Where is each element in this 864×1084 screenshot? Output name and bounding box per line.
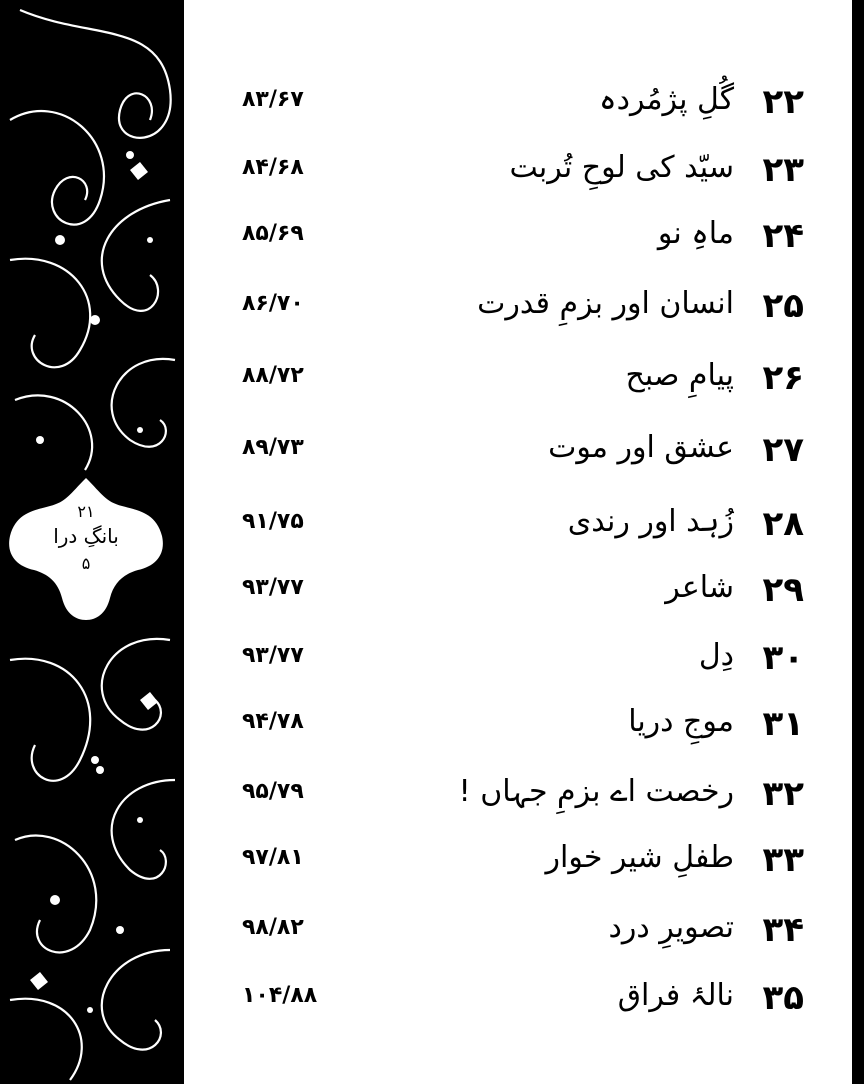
- entry-title: سیّد کی لوحِ تُربت: [509, 150, 734, 185]
- entry-number: ۳۴: [762, 910, 804, 950]
- entry-title: تصویرِ درد: [608, 910, 734, 945]
- entry-page-numbers: ۸۶/۷۰: [242, 291, 304, 316]
- entry-page-numbers: ۹۷/۸۱: [242, 845, 304, 870]
- entry-title: انسان اور بزمِ قدرت: [477, 286, 734, 321]
- toc-entry[interactable]: [184, 276, 852, 336]
- entry-page-numbers: ۹۴/۷۸: [242, 709, 304, 734]
- toc-entry[interactable]: [184, 830, 852, 890]
- toc-entry[interactable]: [184, 900, 852, 960]
- entry-title: دِل: [698, 638, 734, 673]
- entry-number: ۳۵: [762, 978, 804, 1018]
- entry-page-numbers: ۸۳/۶۷: [242, 87, 304, 112]
- toc-entry[interactable]: [184, 968, 852, 1028]
- entry-title: گُلِ پژمُردہ: [599, 82, 734, 117]
- entry-number: ۳۱: [762, 704, 804, 744]
- entry-number: ۳۳: [762, 840, 804, 880]
- table-of-contents: [184, 0, 852, 1084]
- toc-entry[interactable]: [184, 694, 852, 754]
- toc-entry[interactable]: [184, 560, 852, 620]
- entry-number: ۲۷: [762, 430, 804, 470]
- entry-page-numbers: ۸۹/۷۳: [242, 435, 304, 460]
- toc-entry[interactable]: [184, 348, 852, 408]
- entry-page-numbers: ۹۸/۸۲: [242, 915, 304, 940]
- entry-page-numbers: ۸۴/۶۸: [242, 155, 304, 180]
- entry-number: ۳۰: [762, 638, 804, 678]
- entry-title: زُہد اور رندی: [567, 504, 734, 539]
- toc-entry[interactable]: [184, 628, 852, 688]
- entry-number: ۲۹: [762, 570, 804, 610]
- entry-title: پیامِ صبح: [625, 358, 734, 393]
- entry-title: نالۂ فراق: [617, 978, 734, 1013]
- toc-entry[interactable]: [184, 140, 852, 200]
- entry-page-numbers: ۹۳/۷۷: [242, 643, 304, 668]
- entry-title: ماہِ نو: [657, 216, 734, 251]
- entry-number: ۲۸: [762, 504, 804, 544]
- medallion-book-title: بانگِ درا: [53, 524, 119, 548]
- medallion-volume-number: ۲۱: [77, 502, 95, 521]
- entry-title: شاعر: [665, 570, 734, 605]
- cartouche-icon: [6, 474, 166, 624]
- entry-page-numbers: ۹۳/۷۷: [242, 575, 304, 600]
- toc-entry[interactable]: [184, 206, 852, 266]
- toc-entry[interactable]: [184, 72, 852, 132]
- entry-title: عشق اور موت: [548, 430, 734, 465]
- entry-title: موجِ دریا: [628, 704, 734, 739]
- medallion: [6, 474, 166, 624]
- medallion-section-number: ۵: [81, 554, 91, 573]
- entry-number: ۲۶: [762, 358, 804, 398]
- entry-title: رخصت اے بزمِ جہاں !: [458, 774, 734, 809]
- entry-number: ۲۲: [762, 82, 804, 122]
- toc-entry[interactable]: [184, 764, 852, 824]
- entry-number: ۲۴: [762, 216, 804, 256]
- ornamental-border: [0, 0, 184, 1084]
- entry-page-numbers: ۸۵/۶۹: [242, 221, 304, 246]
- entry-number: ۲۵: [762, 286, 804, 326]
- entry-number: ۳۲: [762, 774, 804, 814]
- entry-page-numbers: ۸۸/۷۲: [242, 363, 304, 388]
- entry-title: طفلِ شیر خوار: [545, 840, 734, 875]
- entry-page-numbers: ۹۵/۷۹: [242, 779, 304, 804]
- toc-entry[interactable]: [184, 494, 852, 554]
- entry-page-numbers: ۱۰۴/۸۸: [242, 983, 318, 1008]
- right-edge-ornament: [852, 0, 864, 1084]
- toc-entry[interactable]: [184, 420, 852, 480]
- entry-number: ۲۳: [762, 150, 804, 190]
- entry-page-numbers: ۹۱/۷۵: [242, 509, 304, 534]
